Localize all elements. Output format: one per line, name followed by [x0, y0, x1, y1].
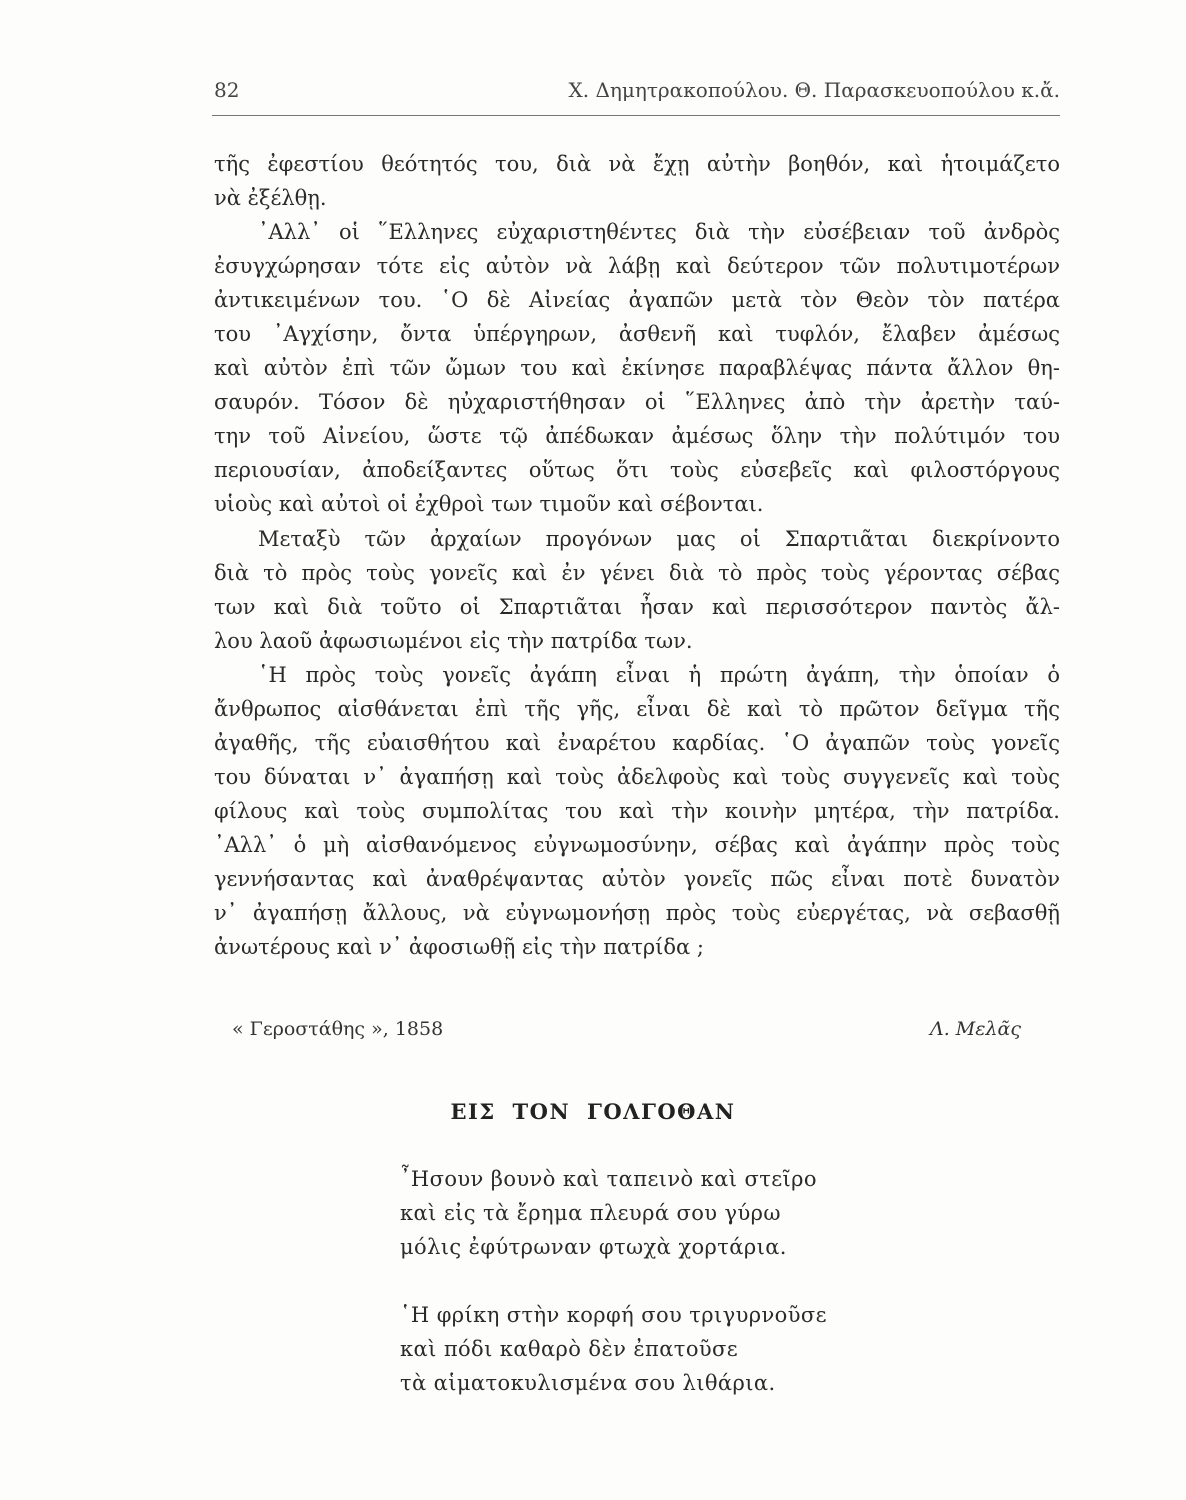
- prose-line: του ᾿Αγχίσην, ὄντα ὑπέργηρων, ἀσθενῆ καὶ τυφλόν, ἔλαβεν ἀμέσως: [214, 322, 1060, 347]
- prose-line: Μεταξὺ τῶν ἀρχαίων προγόνων μας οἱ Σπαρτιᾶται διεκρίνοντο: [258, 526, 1060, 551]
- page-header: [214, 78, 1060, 108]
- prose-line: την τοῦ Αἰνείου, ὥστε τῷ ἀπέδωκαν ἀμέσως ὅλην τὴν πολύτιμόν του: [214, 424, 1060, 449]
- prose-line: των καὶ διὰ τοῦτο οἱ Σπαρτιᾶται ἦσαν καὶ περισσότερον παντὸς ἄλ-: [214, 594, 1060, 619]
- prose-line: περιουσίαν, ἀποδείξαντες οὕτως ὅτι τοὺς εὐσεβεῖς καὶ φιλοστόργους: [214, 458, 1060, 483]
- prose-line: ἄνθρωπος αἰσθάνεται ἐπὶ τῆς γῆς, εἶναι δὲ καὶ τὸ πρῶτον δεῖγμα τῆς: [214, 696, 1060, 721]
- prose-text: [214, 147, 1060, 964]
- prose-line: ῾Η πρὸς τοὺς γονεῖς ἀγάπη εἶναι ἡ πρώτη ἀγάπη, τὴν ὁποίαν ὁ: [258, 662, 1060, 687]
- prose-line: ἀνωτέρους καὶ ν᾿ ἀφοσιωθῇ εἰς τὴν πατρίδα ;: [214, 935, 704, 960]
- prose-line: ἐσυγχώρησαν τότε εἰς αὐτὸν νὰ λάβῃ καὶ δεύτερον τῶν πολυτιμοτέρων: [214, 254, 1060, 279]
- poem-line: μόλις ἐφύτρωναν φτωχὰ χορτάρια.: [400, 1235, 787, 1259]
- prose-line: ᾿Αλλ᾿ ὁ μὴ αἰσθανόμενος εὐγνωμοσύνην, σέβας καὶ ἀγάπην πρὸς τοὺς: [214, 832, 1060, 857]
- prose-line: καὶ αὐτὸν ἐπὶ τῶν ὤμων του καὶ ἐκίνησε παραβλέψας πάντα ἄλλον θη-: [214, 356, 1060, 381]
- prose-line: ν᾿ ἀγαπήσῃ ἄλλους, νὰ εὐγνωμονήσῃ πρὸς τοὺς εὐεργέτας, νὰ σεβασθῇ: [214, 901, 1060, 926]
- prose-line: νὰ ἐξέλθῃ.: [214, 186, 327, 211]
- prose-line: του δύναται ν᾿ ἀγαπήσῃ καὶ τοὺς ἀδελφοὺς καὶ τοὺς συγγενεῖς καὶ τοὺς: [214, 764, 1060, 789]
- poem-line: ῾Η φρίκη στὴν κορφή σου τριγυρνοῦσε: [400, 1303, 827, 1327]
- poem-title: ΕΙΣ ΤΟΝ ΓΟΛΓΟΘΑΝ: [450, 1099, 736, 1124]
- prose-line: φίλους καὶ τοὺς συμπολίτας του καὶ τὴν κοινὴν μητέρα, τὴν πατρίδα.: [214, 798, 1060, 823]
- header-rule: [212, 115, 1060, 116]
- poem-line: καὶ εἰς τὰ ἔρημα πλευρά σου γύρω: [400, 1201, 781, 1225]
- prose-line: τῆς ἐφεστίου θεότητός του, διὰ νὰ ἔχῃ αὐτὴν βοηθόν, καὶ ἡτοιμάζετο: [214, 152, 1060, 176]
- prose-line: ἀγαθῆς, τῆς εὐαισθήτου καὶ ἐναρέτου καρδίας. ῾Ο ἀγαπῶν τοὺς γονεῖς: [214, 730, 1060, 755]
- source-author: Λ. Μελᾶς: [930, 1018, 1021, 1040]
- poem-line: τὰ αἱματοκυλισμένα σου λιθάρια.: [400, 1371, 776, 1395]
- poem-body: [400, 1162, 920, 1400]
- stanza-gap: [400, 1264, 920, 1298]
- prose-line: ἀντικειμένων του. ῾Ο δὲ Αἰνείας ἀγαπῶν μετὰ τὸν Θεὸν τὸν πατέρα: [214, 288, 1060, 313]
- page-number: 82: [214, 78, 240, 102]
- prose-line: γεννήσαντας καὶ ἀναθρέψαντας αὐτὸν γονεῖς πῶς εἶναι ποτὲ δυνατὸν: [214, 866, 1060, 891]
- prose-line: λου λαοῦ ἀφωσιωμένοι εἰς τὴν πατρίδα των.: [214, 628, 693, 653]
- prose-line: ᾿Αλλ᾿ οἱ ῞Ελληνες εὐχαριστηθέντες διὰ τὴν εὐσέβειαν τοῦ ἀνδρὸς: [258, 220, 1060, 245]
- poem-line: ῏Ησουν βουνὸ καὶ ταπεινὸ καὶ στεῖρο: [400, 1167, 817, 1191]
- poem-line: καὶ πόδι καθαρὸ δὲν ἐπατοῦσε: [400, 1337, 739, 1361]
- prose-line: υἱοὺς καὶ αὐτοὶ οἱ ἐχθροὶ των τιμοῦν καὶ σέβονται.: [214, 492, 764, 517]
- prose-line: διὰ τὸ πρὸς τοὺς γονεῖς καὶ ἐν γένει διὰ τὸ πρὸς τοὺς γέροντας σέβας: [214, 560, 1060, 585]
- prose-line: σαυρόν. Τόσον δὲ ηὐχαριστήθησαν οἱ ῞Ελληνες ἀπὸ τὴν ἀρετὴν ταύ-: [214, 390, 1060, 415]
- source-citation: « Γεροστάθης », 1858: [232, 1018, 444, 1040]
- running-head: Χ. Δημητρακοπούλου. Θ. Παρασκευοπούλου κ.ἄ.: [568, 78, 1060, 102]
